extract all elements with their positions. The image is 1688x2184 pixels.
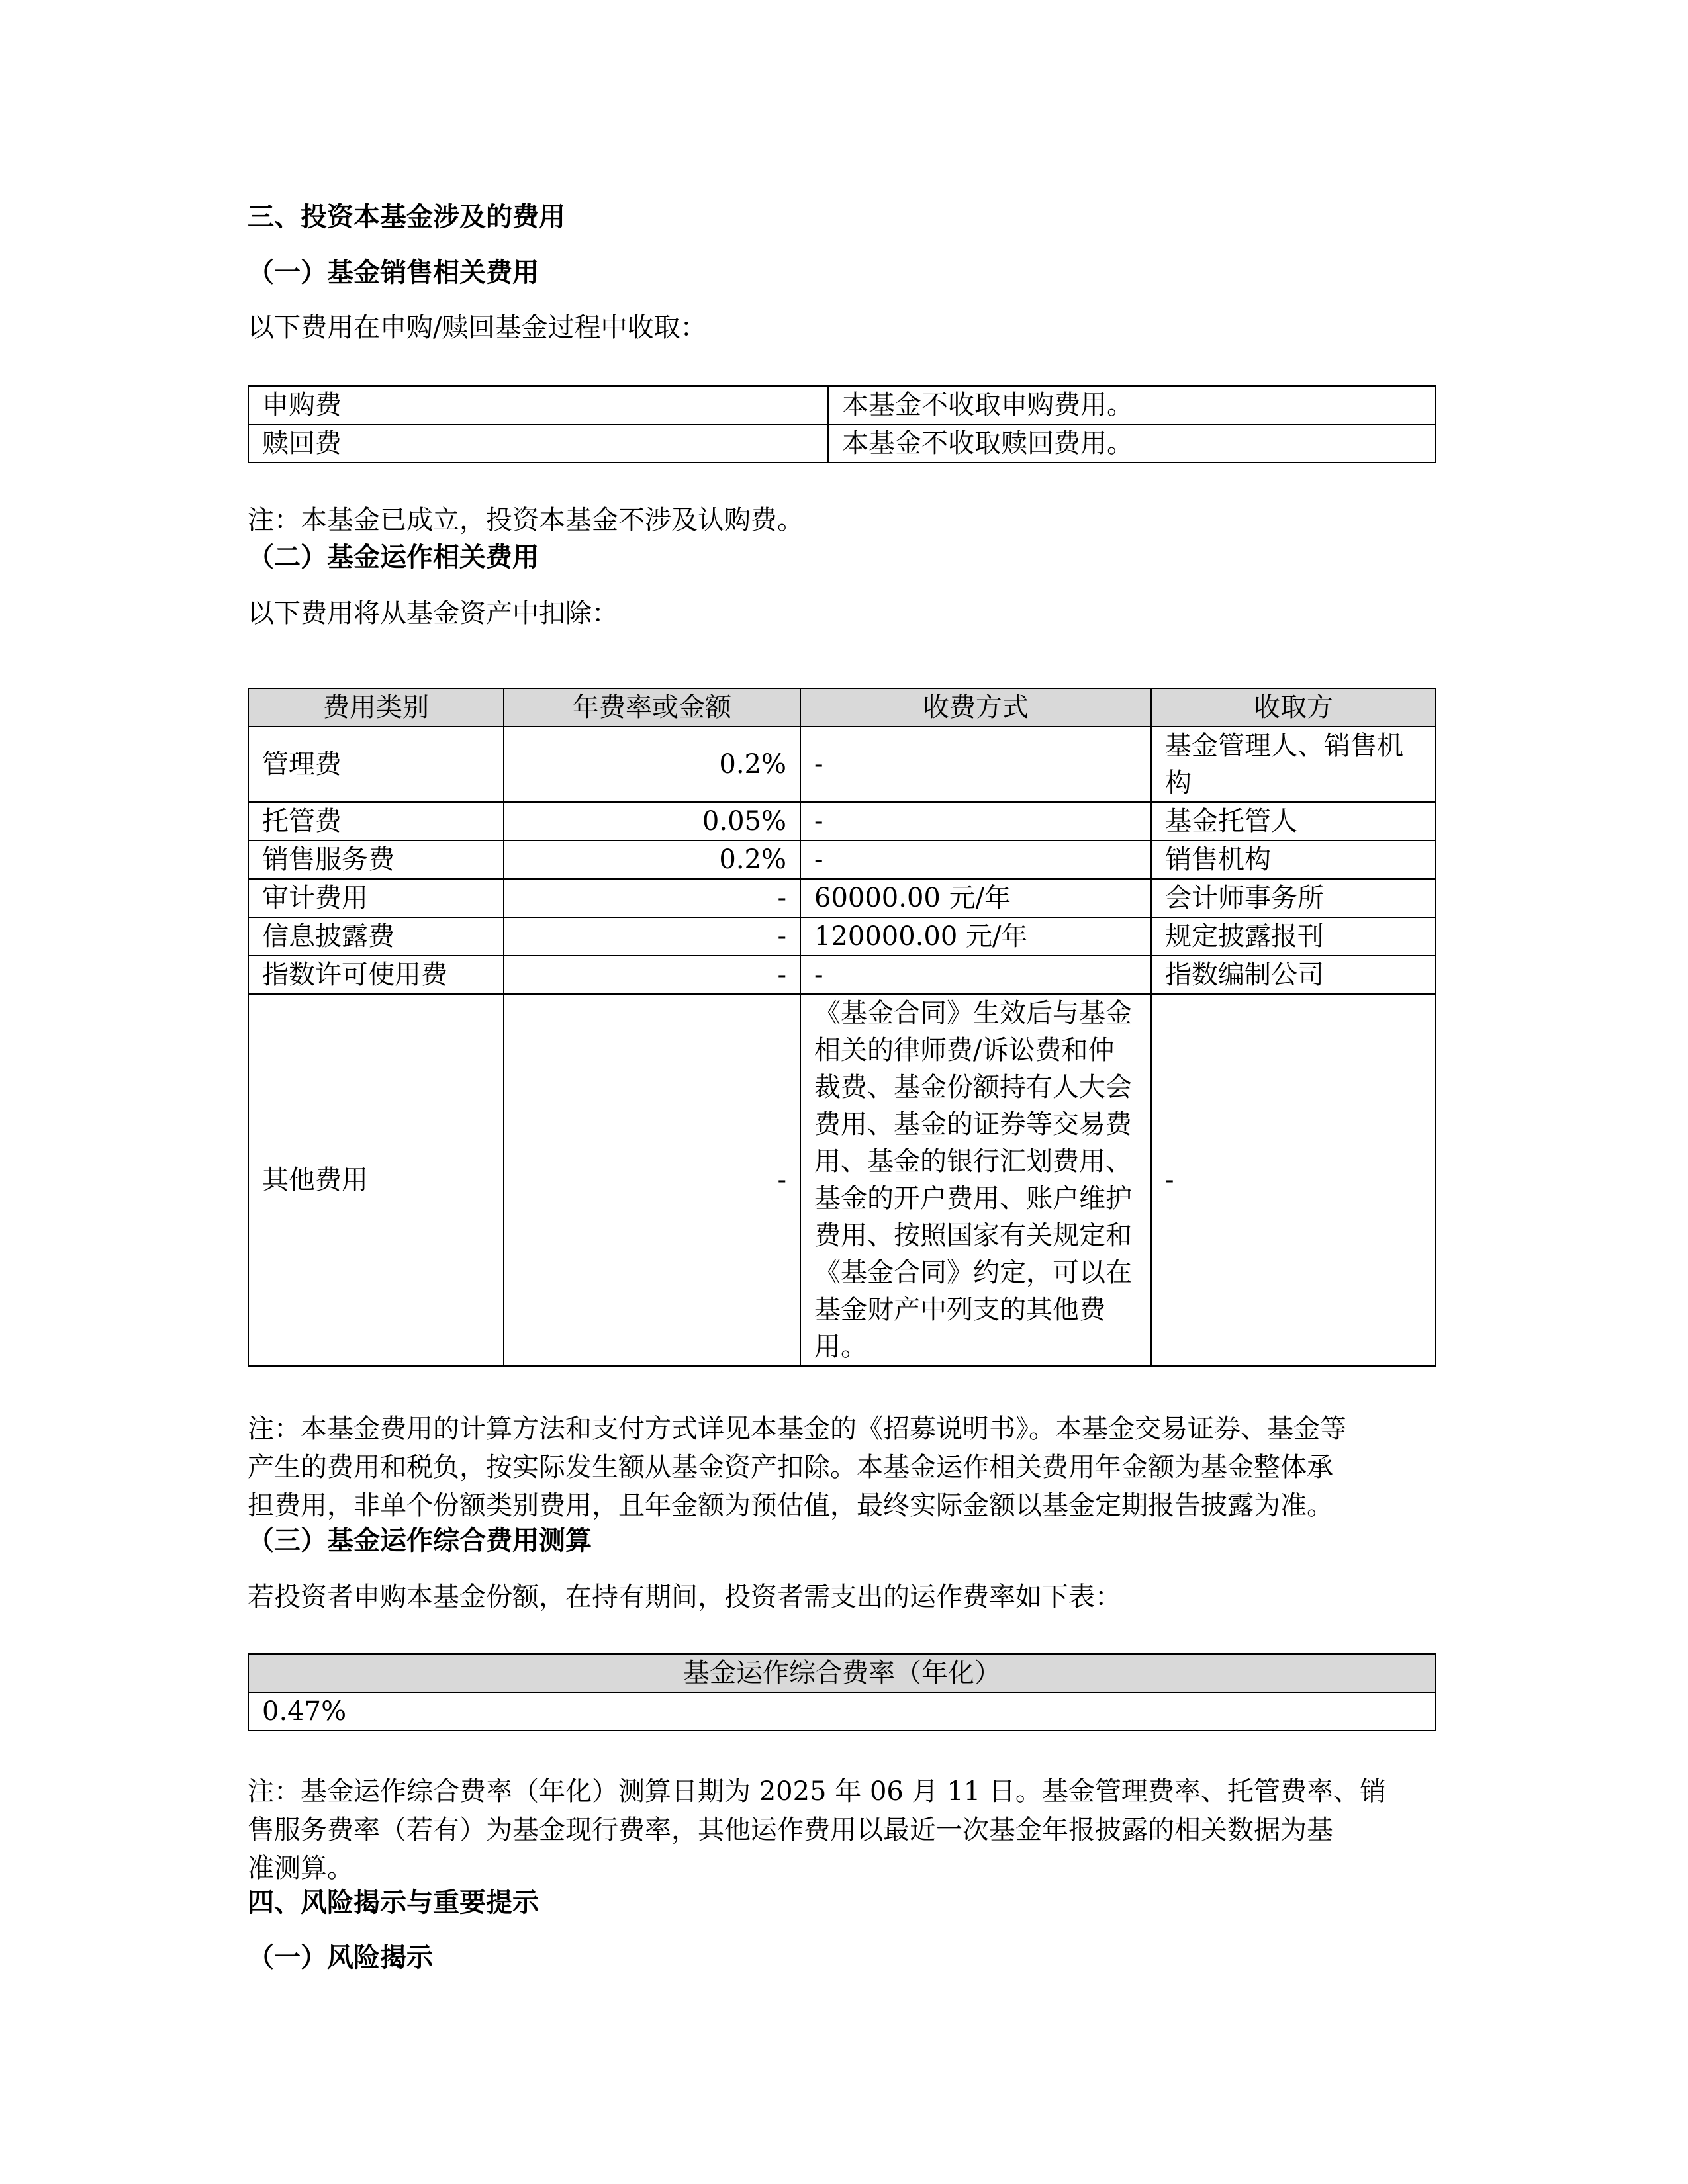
fee-type-cell: 销售服务费	[248, 841, 504, 879]
fee-rate-cell: 0.2%	[504, 841, 800, 879]
table-row	[248, 727, 1436, 802]
column-header: 收费方式	[800, 688, 1151, 727]
column-header: 基金运作综合费率（年化）	[248, 1654, 1436, 1692]
fee-rate-cell: 0.2%	[504, 727, 800, 802]
subsection-2-heading: （二）基金运作相关费用	[248, 541, 539, 572]
fee-method-cell: 《基金合同》生效后与基金相关的律师费/诉讼费和仲裁费、基金份额持有人大会费用、基金的证券等交易费用、基金的银行汇划费用、基金的开户费用、账户维护费用、按照国家有关规定和《基金合同》约定，可以在基金财产中列支的其他费用。	[800, 994, 1151, 1366]
table-row	[248, 802, 1436, 841]
fee-method-cell: 60000.00 元/年	[800, 879, 1151, 917]
risk-subsection-heading: （一）风险揭示	[248, 1942, 433, 1973]
section-4-heading: 四、风险揭示与重要提示	[248, 1887, 539, 1918]
comprehensive-fee-note	[248, 1772, 1439, 1888]
comprehensive-rate-cell: 0.47%	[248, 1692, 1436, 1731]
fee-type-cell: 信息披露费	[248, 917, 504, 956]
fee-name-cell: 申购费	[248, 386, 828, 424]
note-line: 担费用，非单个份额类别费用，且年金额为预估值，最终实际金额以基金定期报告披露为准。	[248, 1490, 1333, 1521]
fee-method-cell: -	[800, 727, 1151, 802]
sales-fee-table	[248, 385, 1436, 463]
sales-fee-intro: 以下费用在申购/赎回基金过程中收取：	[248, 312, 707, 343]
note-line: 注：本基金费用的计算方法和支付方式详见本基金的《招募说明书》。本基金交易证券、基金等	[248, 1414, 1346, 1444]
fee-rate-cell: -	[504, 879, 800, 917]
fee-rate-cell: -	[504, 956, 800, 994]
fee-method-cell: -	[800, 956, 1151, 994]
table-row	[248, 386, 1436, 424]
column-header: 费用类别	[248, 688, 504, 727]
comprehensive-fee-intro: 若投资者申购本基金份额，在持有期间，投资者需支出的运作费率如下表：	[248, 1582, 1121, 1612]
table-row	[248, 994, 1436, 1366]
table-row	[248, 841, 1436, 879]
fee-payee-cell: 销售机构	[1151, 841, 1436, 879]
fee-type-cell: 指数许可使用费	[248, 956, 504, 994]
table-row	[248, 917, 1436, 956]
fee-type-cell: 管理费	[248, 727, 504, 802]
fee-payee-cell: 会计师事务所	[1151, 879, 1436, 917]
fee-name-cell: 赎回费	[248, 424, 828, 463]
table-row	[248, 1692, 1436, 1731]
fee-payee-cell: 基金管理人、销售机构	[1151, 727, 1436, 802]
table-row	[248, 424, 1436, 463]
fee-rate-cell: -	[504, 994, 800, 1366]
fee-payee-cell: -	[1151, 994, 1436, 1366]
fee-rate-cell: 0.05%	[504, 802, 800, 841]
note-line: 售服务费率（若有）为基金现行费率，其他运作费用以最近一次基金年报披露的相关数据为基	[248, 1815, 1333, 1845]
fee-payee-cell: 基金托管人	[1151, 802, 1436, 841]
fee-payee-cell: 指数编制公司	[1151, 956, 1436, 994]
subsection-1-heading: （一）基金销售相关费用	[248, 257, 539, 288]
fee-desc-cell: 本基金不收取赎回费用。	[828, 424, 1436, 463]
operating-fee-note	[248, 1410, 1439, 1525]
fee-payee-cell: 规定披露报刊	[1151, 917, 1436, 956]
fee-type-cell: 其他费用	[248, 994, 504, 1366]
operating-fee-intro: 以下费用将从基金资产中扣除：	[248, 598, 618, 629]
fee-desc-cell: 本基金不收取申购费用。	[828, 386, 1436, 424]
subsection-3-heading: （三）基金运作综合费用测算	[248, 1525, 592, 1556]
note-line: 注：基金运作综合费率（年化）测算日期为 2025 年 06 月 11 日。基金管理费率、托管费率、销	[248, 1776, 1386, 1807]
fee-type-cell: 审计费用	[248, 879, 504, 917]
column-header: 收取方	[1151, 688, 1436, 727]
sales-fee-note: 注：本基金已成立，投资本基金不涉及认购费。	[248, 505, 804, 535]
fee-method-cell: 120000.00 元/年	[800, 917, 1151, 956]
column-header: 年费率或金额	[504, 688, 800, 727]
comprehensive-fee-table	[248, 1653, 1436, 1731]
fee-type-cell: 托管费	[248, 802, 504, 841]
table-row	[248, 956, 1436, 994]
operating-fee-table	[248, 688, 1436, 1367]
table-header-row	[248, 688, 1436, 727]
section-3-heading: 三、投资本基金涉及的费用	[248, 201, 565, 232]
note-line: 准测算。	[248, 1853, 353, 1884]
fee-rate-cell: -	[504, 917, 800, 956]
note-line: 产生的费用和税负，按实际发生额从基金资产扣除。本基金运作相关费用年金额为基金整体承	[248, 1452, 1333, 1482]
table-header-row	[248, 1654, 1436, 1692]
fee-method-cell: -	[800, 841, 1151, 879]
table-row	[248, 879, 1436, 917]
fee-method-cell: -	[800, 802, 1151, 841]
